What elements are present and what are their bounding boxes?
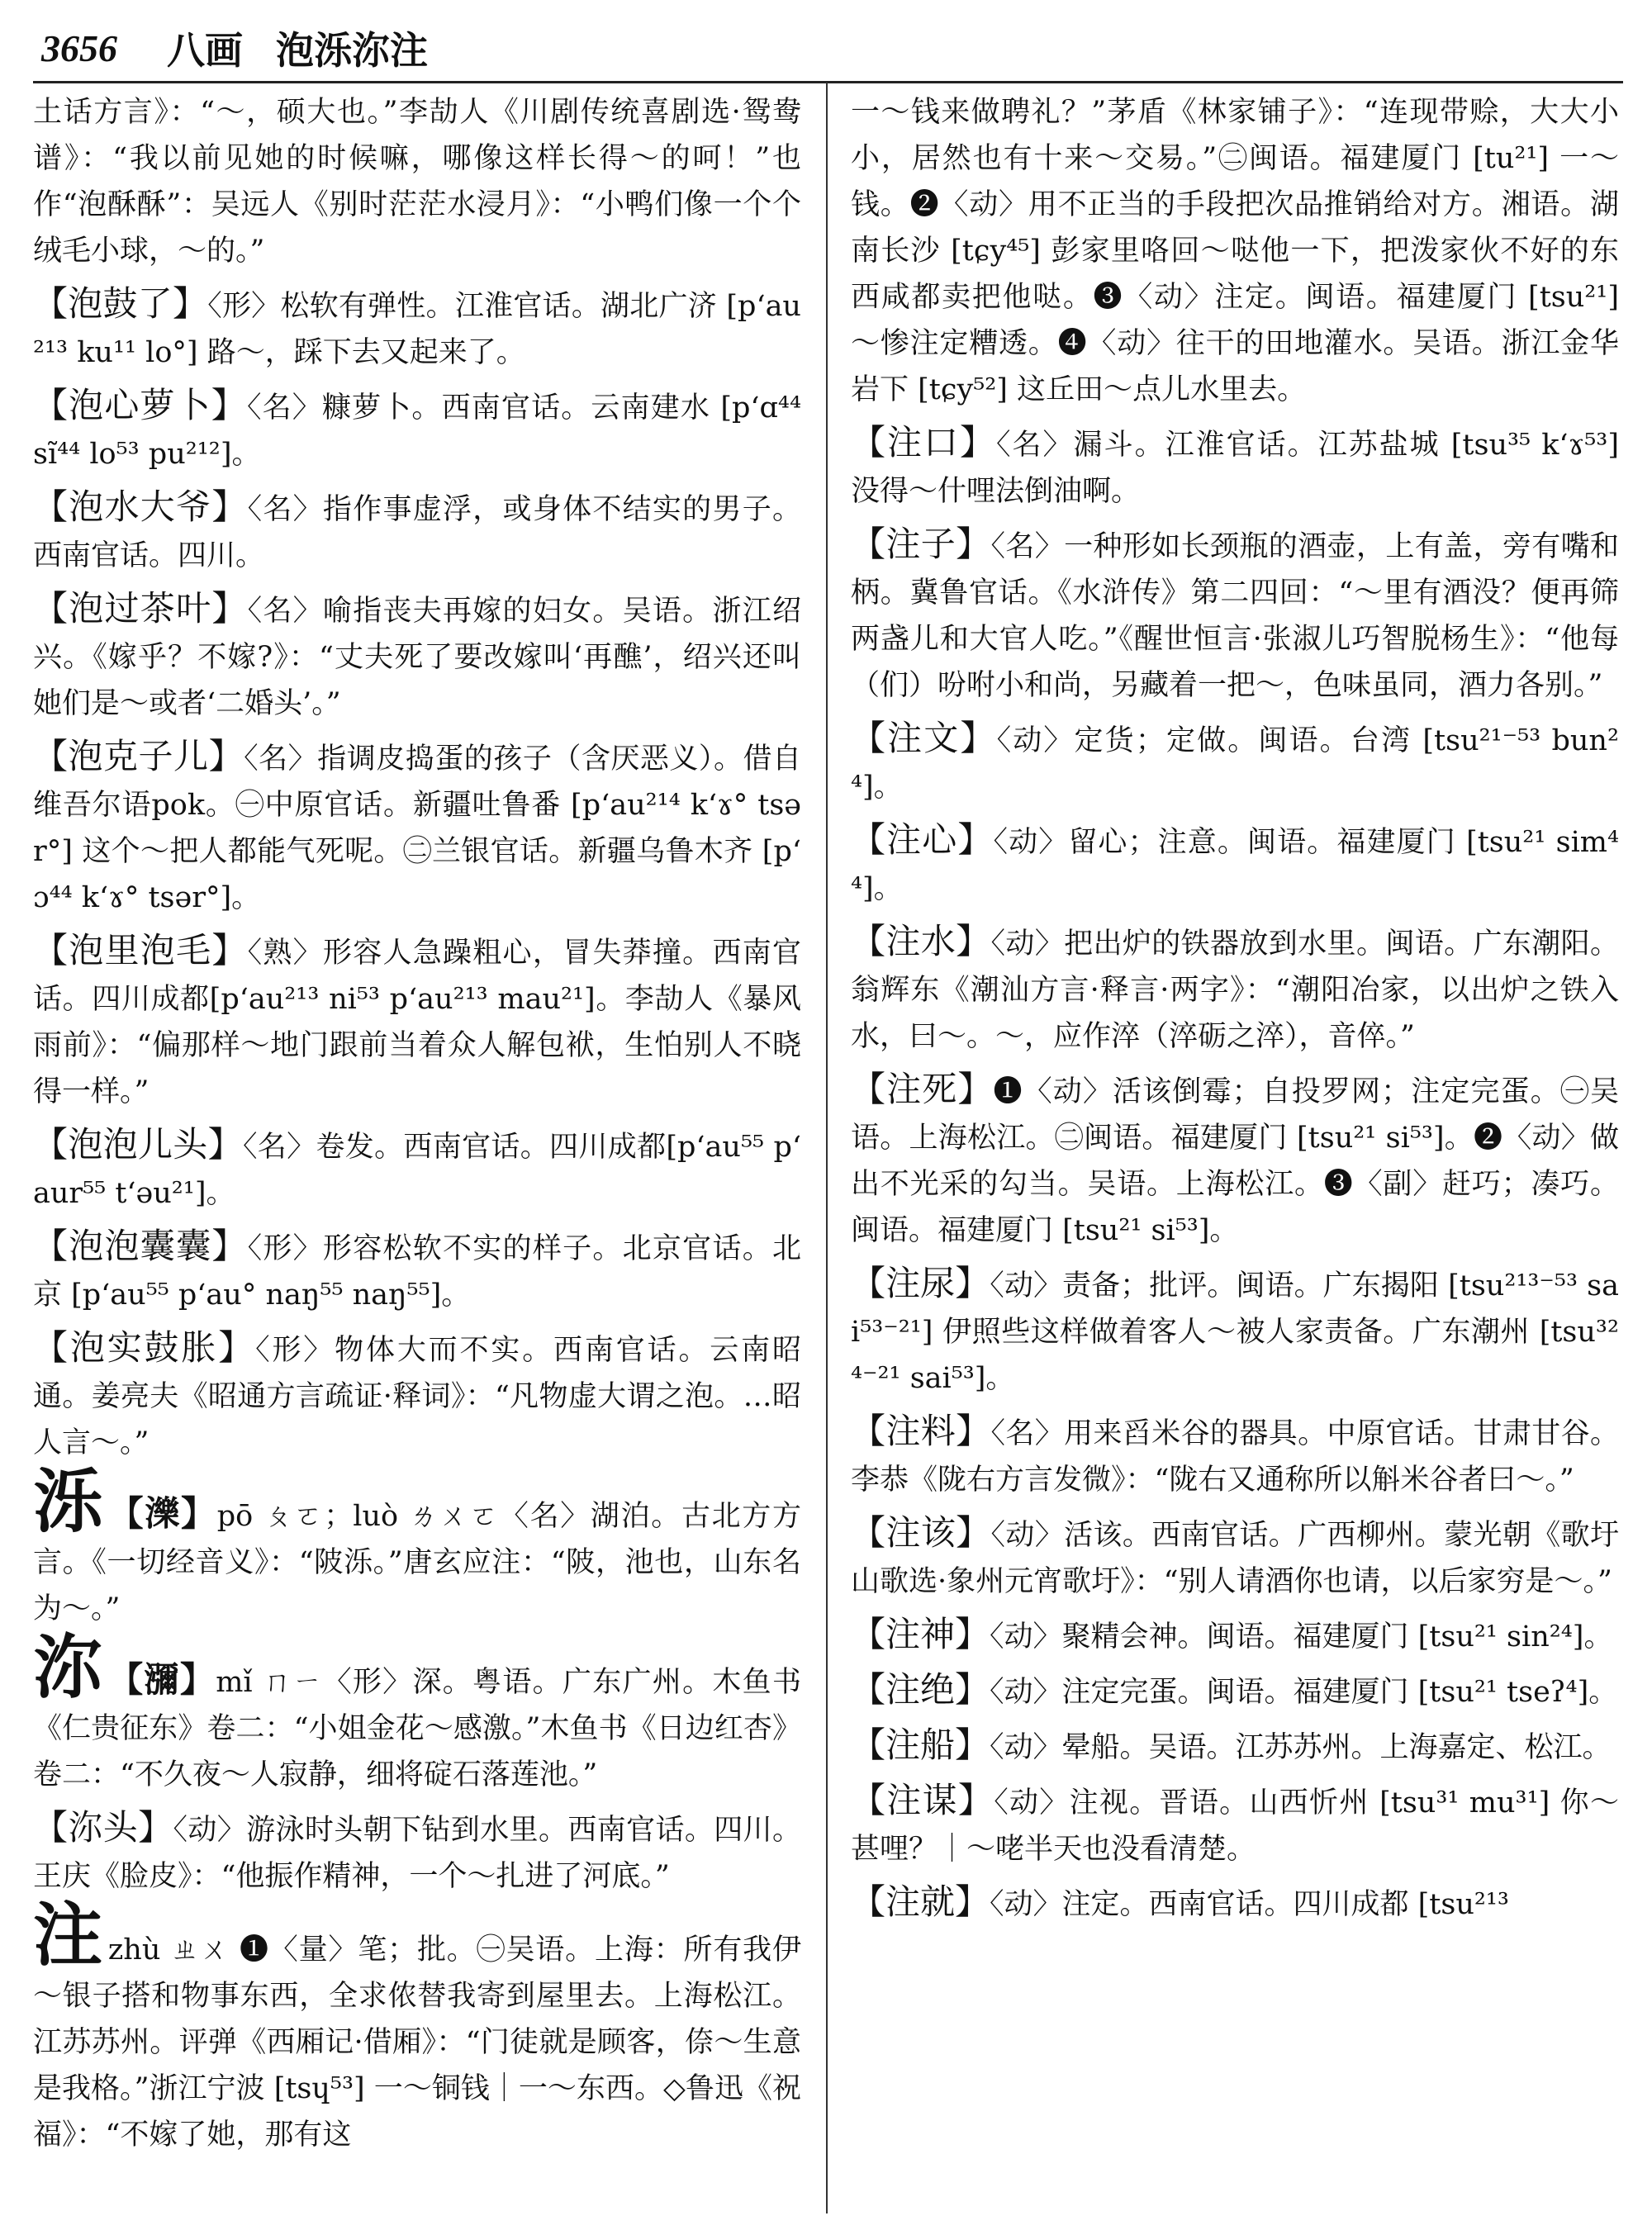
headword: 【注船】: [851, 1725, 990, 1765]
definition: 〈形〉物体大而不实。西南官话。云南昭通。姜亮夫《昭通方言疏证·释词》：“凡物虚大谓之泡。…昭人言～。”: [33, 1334, 801, 1459]
left-column: [33, 89, 801, 2212]
definition: 〈动〉游泳时头朝下钻到水里。西南官话。四川。王庆《脸皮》：“他振作精神，一个～扎进了河底。”: [33, 1814, 801, 1893]
dictionary-entry: [851, 1667, 1619, 1715]
dictionary-entry: [33, 1122, 801, 1217]
definition: 〈动〉聚精会神。闽语。福建厦门 [tsu²¹ sin²⁴]。: [990, 1620, 1613, 1654]
dictionary-entry: [851, 715, 1619, 810]
headword: 【泡里泡毛】: [33, 930, 248, 970]
right-column: [851, 89, 1619, 2212]
dictionary-entry: [851, 918, 1619, 1060]
head-character: 注: [33, 1894, 103, 1976]
column-divider: [826, 83, 828, 2213]
dictionary-entry: [33, 1805, 801, 1900]
dictionary-entry: [33, 382, 801, 477]
headword: 【泡心萝卜】: [33, 385, 247, 425]
dictionary-entry: [851, 1611, 1619, 1660]
head-character: 沵: [33, 1626, 104, 1708]
headword: 【注子】: [851, 524, 991, 564]
definition: 〈名〉用来舀米谷的器具。中原官话。甘肃甘谷。李恭《陇右方言发微》：“陇右又通称所以斛米谷者曰～。”: [851, 1417, 1619, 1497]
headword: 【注绝】: [851, 1669, 990, 1710]
definition: 〈动〉留心；注意。闽语。福建厦门 [tsu²¹ sim⁴⁴]。: [851, 826, 1619, 905]
dictionary-entry: [33, 1223, 801, 1318]
dictionary-entry: [851, 1408, 1619, 1503]
definition: 〈名〉糠萝卜。西南官话。云南建水 [pʻɑ⁴⁴ sĩ⁴⁴ lo⁵³ pu²¹²]。: [33, 391, 801, 471]
dictionary-entry: [851, 521, 1619, 709]
dictionary-entry: [33, 1325, 801, 1466]
header-chars: 泡泺沵注: [276, 28, 428, 73]
headword: 【泡克子儿】: [33, 736, 244, 776]
definition: 〈形〉松软有弹性。江淮官话。湖北广济 [pʻau²¹³ ku¹¹ lo°] 路～，踩下去又起来了。: [33, 290, 801, 369]
headword: 【沵头】: [33, 1807, 173, 1848]
entry-continuation: [851, 89, 1619, 413]
definition: 〈动〉把出炉的铁器放到水里。闽语。广东潮阳。翁辉东《潮汕方言·释言·两字》：“潮阳冶家，以出炉之铁入水，曰～。～，应作淬（淬砺之淬），音倅。”: [851, 928, 1619, 1053]
dictionary-entry: [851, 1510, 1619, 1605]
definition: 〈动〉责备；批评。闽语。广东揭阳 [tsu²¹³⁻⁵³ sai⁵³⁻²¹] 伊照些这样做着客人～被人家责备。广东潮州 [tsu³²⁴⁻²¹ sai⁵³]。: [851, 1269, 1619, 1395]
dictionary-entry: [851, 1722, 1619, 1771]
definition: mǐ ㄇㄧ〈形〉深。粤语。广东广州。木鱼书《仁贵征东》卷二：“小姐金花～感激。”木鱼书《日边红杏》卷二：“不久夜～人寂静，细将碇石落莲池。”: [33, 1666, 801, 1791]
headword: 【注该】: [851, 1512, 991, 1553]
headword: 【注料】: [851, 1411, 991, 1451]
dictionary-entry: [851, 1066, 1619, 1254]
headword: 【泡鼓了】: [33, 283, 208, 324]
definition: 〈形〉形容松软不实的样子。北京官话。北京 [pʻau⁵⁵ pʻau° naŋ⁵⁵ naŋ⁵⁵]。: [33, 1232, 801, 1312]
entry-continuation: [33, 89, 801, 274]
dictionary-entry: [33, 484, 801, 579]
dictionary-entry: [851, 1777, 1619, 1872]
definition: 〈动〉注定完蛋。闽语。福建厦门 [tsu²¹ tseʔ⁴]。: [990, 1676, 1618, 1709]
definition: 〈熟〉形容人急躁粗心，冒失莽撞。西南官话。四川成都[pʻau²¹³ ni⁵³ pʻau²¹³ mau²¹]。李劼人《暴风雨前》：“偏那样～地门跟前当着众人解包袱，生怕别人不晓得一样。”: [33, 937, 801, 1108]
definition: 〈名〉卷发。西南官话。四川成都[pʻau⁵⁵ pʻaur⁵⁵ tʻəu²¹]。: [33, 1131, 801, 1210]
headword: 【瀰】: [108, 1659, 216, 1700]
headword: 【注就】: [851, 1881, 990, 1922]
definition: pō ㄆㄛ；luò ㄌㄨㄛ〈名〉湖泊。古北方方言。《一切经音义》：“陂泺。”唐玄应注：“陂，池也，山东名为～。”: [33, 1500, 801, 1625]
definition: 〈动〉晕船。吴语。江苏苏州。上海嘉定、松江。: [990, 1731, 1612, 1764]
definition: 〈动〉注视。晋语。山西忻州 [tsu³¹ mu³¹] 你～甚哩？｜～咾半天也没看清楚。: [851, 1786, 1619, 1866]
headword: 【泡水大爷】: [33, 486, 248, 527]
headword: 【注谋】: [851, 1780, 995, 1820]
header-rule: [33, 81, 1623, 83]
dictionary-entry: [33, 281, 801, 376]
definition: zhù ㄓㄨ ❶〈量〉笔；批。㊀吴语。上海：所有我伊～银子搭和物事东西，全求侬替我寄到屋里去。上海松江。江苏苏州。评弹《西厢记·借厢》：“门徒就是顾客，倷～生意是我格。”浙江宁波 [tsɥ⁵³] 一～铜钱｜一～东西。◇鲁迅《祝福》：“不嫁了她，那有这: [33, 1933, 801, 2152]
head-character: 泺: [33, 1460, 104, 1542]
definition: ❶〈动〉活该倒霉；自投罗网；注定完蛋。㊀吴语。上海松江。㊁闽语。福建厦门 [tsu²¹ si⁵³]。❷〈动〉做出不光采的勾当。吴语。上海松江。❸〈副〉赶巧；凑巧。闽语。福建厦门 [tsu²¹ si⁵³]。: [851, 1075, 1619, 1247]
headword: 【注文】: [851, 718, 997, 758]
entry-text: 一～钱来做聘礼？”茅盾《林家铺子》：“连现带赊，大大小小，居然也有十来～交易。”㊁闽语。福建厦门 [tu²¹] 一～钱。❷〈动〉用不正当的手段把次品推销给对方。湘语。湖南长沙 [tɕy⁴⁵] 彭家里咯回～哒他一下，把泼家伙不好的东西咸都卖把他哒。❸〈动〉注定。闽语。福建厦门 [tsu²¹] ～惨注定糟透。❹〈动〉往干的田地灌水。吴语。浙江金华岩下 [tɕy⁵²] 这丘田～点儿水里去。: [851, 96, 1619, 406]
headword: 【濼】: [108, 1493, 217, 1534]
dictionary-entry: [33, 1894, 801, 2158]
definition: 〈名〉漏斗。江淮官话。江苏盐城 [tsu³⁵ kʻɤ⁵³] 没得～什哩法倒油啊。: [851, 429, 1619, 508]
dictionary-entry: [33, 1460, 801, 1632]
headword: 【泡泡囊囊】: [33, 1226, 248, 1266]
dictionary-entry: [851, 1260, 1619, 1402]
definition: 〈名〉指调皮捣蛋的孩子（含厌恶义）。借自维吾尔语pok。㊀中原官话。新疆吐鲁番 [pʻau²¹⁴ kʻɤ° tsər°] 这个～把人都能气死呢。㊁兰银官话。新疆乌鲁木齐 [pʻɔ⁴⁴ kʻɤ° tsər°]。: [33, 743, 801, 914]
dictionary-entry: [33, 928, 801, 1115]
page-number: 3656: [41, 26, 117, 69]
page-header: [41, 18, 1611, 78]
dictionary-entry: [33, 733, 801, 921]
stroke-label: 八画: [167, 28, 243, 73]
definition: 〈动〉定货；定做。闽语。台湾 [tsu²¹⁻⁵³ bun²⁴]。: [851, 724, 1619, 804]
definition: 〈名〉喻指丧夫再嫁的妇女。吴语。浙江绍兴。《嫁乎？不嫁?》：“丈夫死了要改嫁叫‘再醮’，绍兴还叫她们是～或者‘二婚头’。”: [33, 595, 801, 720]
entry-text: 土话方言》：“～，硕大也。”李劼人《川剧传统喜剧选·鸳鸯谱》：“我以前见她的时候嘛，哪像这样长得～的呵！”也作“泡酥酥”：吴远人《别时茫茫水浸月》：“小鸭们像一个个绒毛小球，～的。”: [33, 96, 801, 268]
headword: 【注口】: [851, 422, 997, 463]
headword: 【泡实鼓胀】: [33, 1327, 256, 1368]
dictionary-entry: [851, 1879, 1619, 1928]
headword: 【注神】: [851, 1614, 990, 1654]
definition: 〈动〉注定。西南官话。四川成都 [tsu²¹³: [990, 1888, 1509, 1921]
headword: 【注尿】: [851, 1263, 990, 1303]
definition: 〈名〉指作事虚浮，或身体不结实的男子。西南官话。四川。: [33, 493, 801, 572]
definition: 〈名〉一种形如长颈瓶的酒壶，上有盖，旁有嘴和柄。冀鲁官话。《水浒传》第二四回：“～里有酒没？便再筛两盏儿和大官人吃。”《醒世恒言·张淑儿巧智脱杨生》：“他每（们）吩咐小和尚，另藏着一把～，色味虽同，酒力各别。”: [851, 530, 1619, 702]
headword: 【泡泡儿头】: [33, 1124, 243, 1165]
headword: 【泡过茶叶】: [33, 588, 248, 629]
dictionary-entry: [851, 817, 1619, 912]
dictionary-entry: [851, 420, 1619, 515]
dictionary-entry: [33, 586, 801, 727]
headword: 【注心】: [851, 819, 994, 860]
definition: 〈动〉活该。西南官话。广西柳州。蒙光朝《歌圩山歌选·象州元宵歌圩》：“别人请酒你也请，以后家穷是～。”: [851, 1519, 1619, 1598]
headword: 【注死】: [851, 1069, 994, 1109]
headword: 【注水】: [851, 921, 991, 961]
dictionary-entry: [33, 1626, 801, 1798]
